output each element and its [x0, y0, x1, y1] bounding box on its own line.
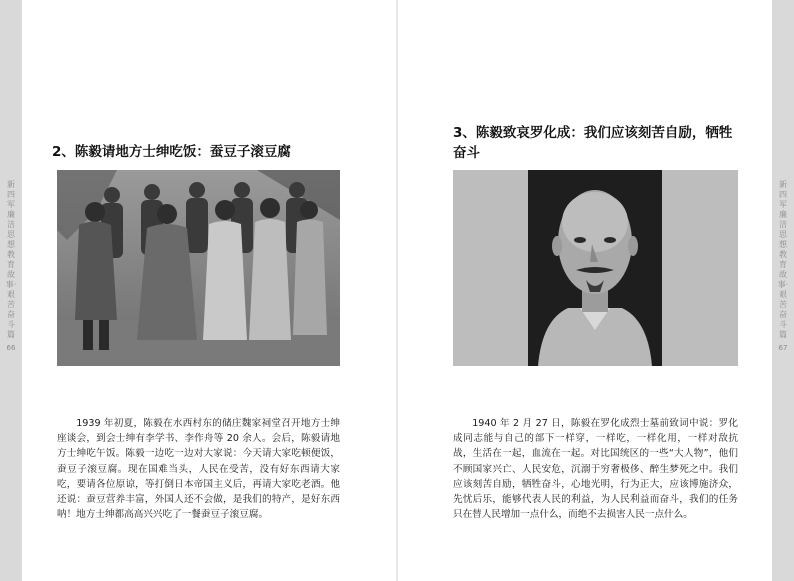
right-side-label-text: 新四军廉洁思想教育故事·艰苦奋斗篇 — [777, 180, 789, 339]
right-story-body — [453, 416, 738, 522]
left-side-label — [4, 180, 18, 353]
right-story-title: 3、陈毅致哀罗化成：我们应该刻苦自励，牺牲奋斗 — [453, 125, 733, 161]
left-story-body — [57, 416, 340, 522]
portrait-photo — [528, 170, 662, 366]
right-story-paragraph: 1940 年 2 月 27 日，陈毅在罗化成烈士墓前致词中说：罗化成同志能与自己的部下一样穿，一样吃，一样化用，一样对敌抗战，生活在一起，血流在一起。对比国统区的一些“大人物”，他们不顾国家兴亡、人民安危，沉溺于穷奢极侈、醉生梦死之中。我们应该刻苦自励，牺牲奋斗，心地光明，行为正大，应该博施济众，先忧后乐，能够代表人民的利益，为人民利益而奋斗，我们的任务只在替人民增加一点什么，而绝不去损害人民一点什么。 — [453, 418, 738, 521]
left-story-paragraph: 1939 年初夏，陈毅在水西村东的储庄魏家祠堂召开地方士绅座谈会，到会士绅有李学书、李作舟等 20 余人。会后，陈毅请地方士绅吃午饭。陈毅一边吃一边对大家说：今天请大家吃顿便饭，蚕豆子滚豆腐。现在国难当头，人民在受苦，没有好东西请大家吃，要请各位原谅，等打倒日本帝国主义后，再请大家吃老酒。他还说：蚕豆营养丰富，外国人还不会做，是我们的特产，是好东西呐！地方士绅都高高兴兴吃了一餐蚕豆子滚豆腐。 — [57, 418, 340, 521]
right-side-label — [776, 180, 790, 353]
left-page-number: 66 — [6, 344, 16, 352]
group-photo-illustration — [57, 170, 340, 366]
left-story-title: 2、陈毅请地方士绅吃饭：蚕豆子滚豆腐 — [52, 144, 291, 160]
group-photo — [57, 170, 340, 366]
right-page-number: 67 — [778, 344, 788, 352]
left-side-label-text: 新四军廉洁思想教育故事·艰苦奋斗篇 — [5, 180, 17, 339]
portrait-illustration — [528, 170, 662, 366]
